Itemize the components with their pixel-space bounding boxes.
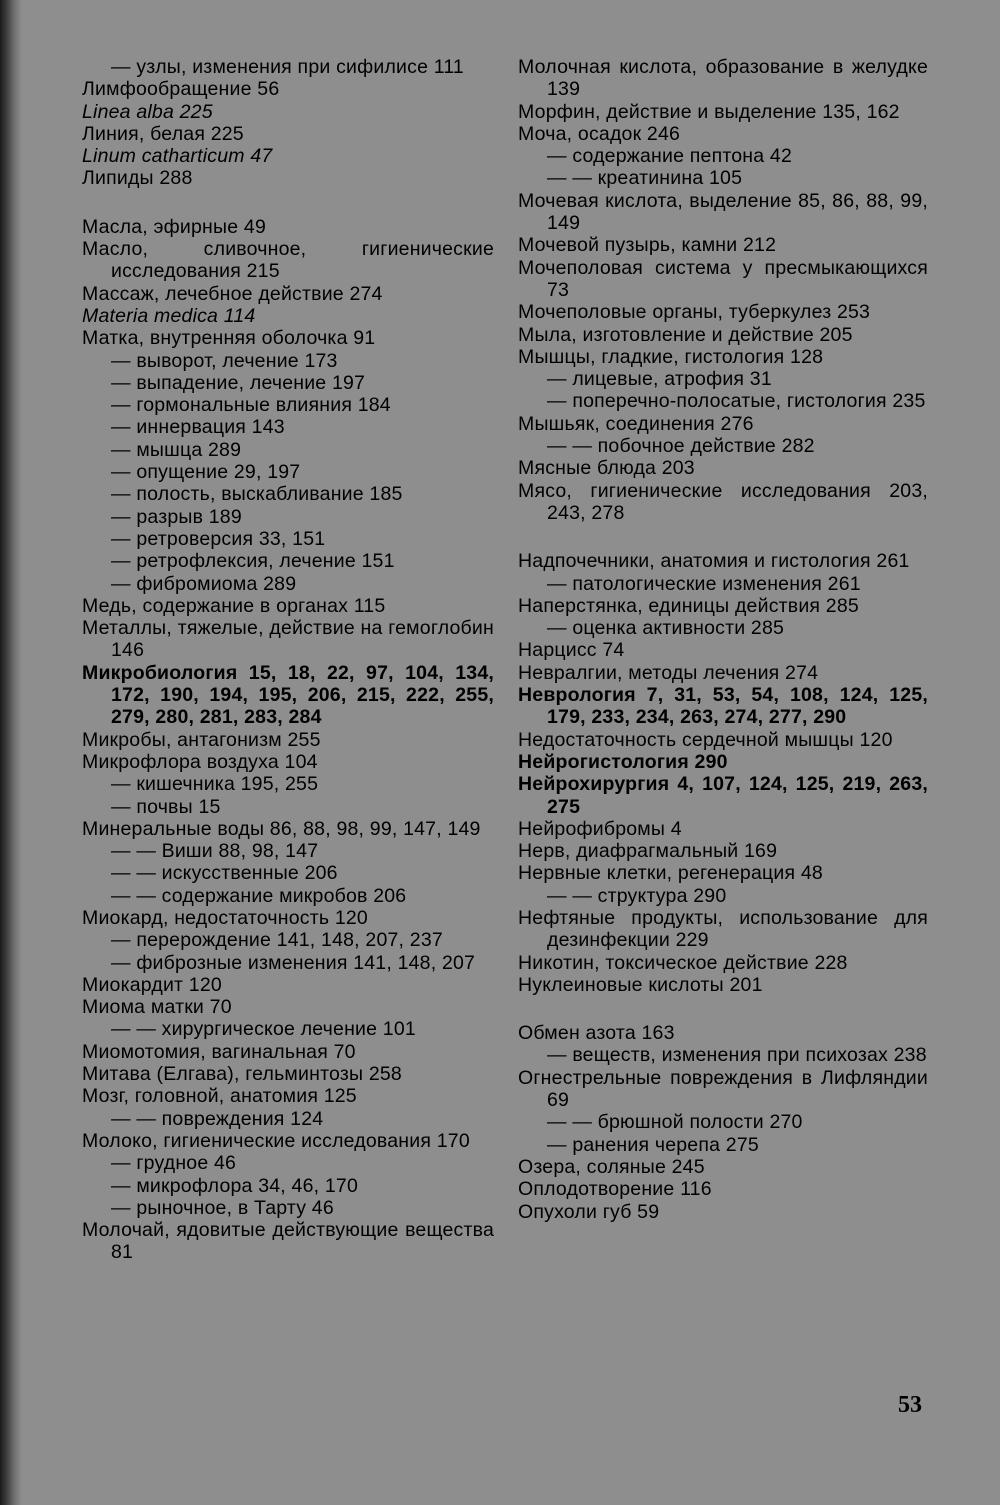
index-subentry: — гормональные влияния 184 [111, 394, 391, 417]
index-subentry: — содержание пептона 42 [547, 145, 793, 168]
index-subentry: — выворот, лечение 173 [111, 349, 338, 372]
index-subentry: — фиброзные изменения 141, 148, 207 [111, 951, 476, 974]
index-subentry: — — Виши 88, 98, 147 [111, 840, 319, 863]
index-subentry: — лицевые, атрофия 31 [547, 368, 772, 391]
index-entry: Materia medica 114 [82, 304, 256, 327]
index-column-right [518, 56, 928, 1223]
index-column-left [82, 56, 494, 1264]
index-entry: Неврология 7, 31, 53, 54, 108, 124, 125, 179, 233, 234, 263, 274, 277, 290 [518, 684, 928, 729]
index-subentry: — рыночное, в Тарту 46 [111, 1196, 334, 1219]
index-entry: Linea alba 225 [82, 100, 213, 123]
index-entry: Никотин, токсическое действие 228 [518, 951, 848, 974]
index-subentry: — патологические изменения 261 [547, 572, 861, 595]
index-entry: Митава (Елгава), гельминтозы 258 [82, 1063, 402, 1086]
index-subentry: — почвы 15 [111, 795, 221, 818]
index-subentry: — ранения черепа 275 [547, 1133, 759, 1156]
index-entry: Липиды 288 [82, 167, 193, 190]
index-entry: Микрофлора воздуха 104 [82, 750, 318, 773]
index-entry: Масло, сливочное, гигиенические исследования 215 [82, 238, 494, 283]
index-subentry: — — структура 290 [547, 884, 727, 907]
index-entry: Недостаточность сердечной мышцы 120 [518, 728, 893, 751]
index-subentry: — перерождение 141, 148, 207, 237 [111, 929, 443, 952]
index-entry: Массаж, лечебное действие 274 [82, 282, 383, 305]
index-entry: Нейрохирургия 4, 107, 124, 125, 219, 263, 275 [518, 773, 928, 818]
index-subentry: — — повреждения 124 [111, 1107, 324, 1130]
index-subentry: — — брюшной полости 270 [547, 1111, 803, 1134]
index-subentry: — грудное 46 [111, 1152, 237, 1175]
index-entry: Матка, внутренняя оболочка 91 [82, 327, 376, 350]
section-gap [82, 190, 494, 216]
index-entry: Мочевой пузырь, камни 212 [518, 234, 777, 257]
index-subentry: — мышца 289 [111, 438, 242, 461]
index-entry: Обмен азота 163 [518, 1022, 675, 1045]
index-entry: Нуклеиновые кислоты 201 [518, 973, 763, 996]
index-entry: Мозг, головной, анатомия 125 [82, 1085, 357, 1108]
index-subentry: — — побочное действие 282 [547, 435, 815, 458]
index-subentry: — — хирургическое лечение 101 [111, 1018, 416, 1041]
index-subentry: — фибромиома 289 [111, 572, 297, 595]
index-entry: Нервные клетки, регенерация 48 [518, 862, 823, 885]
index-entry: Мясо, гигиенические исследования 203, 243, 278 [518, 479, 928, 524]
page-number: 53 [898, 1392, 922, 1418]
index-entry: Металлы, тяжелые, действие на гемоглобин 146 [82, 617, 494, 662]
index-subentry: — — содержание микробов 206 [111, 884, 407, 907]
index-entry: Мышцы, гладкие, гистология 128 [518, 345, 824, 368]
index-entry: Миокард, недостаточность 120 [82, 906, 368, 929]
index-subentry: — разрыв 189 [111, 505, 242, 528]
index-entry: Моча, осадок 246 [518, 122, 681, 145]
index-entry: Мочеполовая система у пресмыкающихся 73 [518, 256, 928, 301]
index-entry: Медь, содержание в органах 115 [82, 594, 386, 617]
book-spine-shadow [0, 0, 22, 1505]
index-subentry: — оценка активности 285 [547, 617, 785, 640]
index-subentry: — поперечно-полосатые, гистология 235 [547, 390, 926, 413]
index-entry: Нефтяные продукты, использование для дезинфекции 229 [518, 906, 928, 952]
index-entry: Наперстянка, единицы действия 285 [518, 594, 859, 617]
index-entry: Опухоли губ 59 [518, 1200, 660, 1223]
index-entry: Мыла, изготовление и действие 205 [518, 323, 853, 346]
index-entry: Оплодотворение 116 [518, 1178, 712, 1201]
index-subentry: — иннервация 143 [111, 416, 285, 439]
index-entry: Мышьяк, соединения 276 [518, 412, 754, 435]
index-subentry: — полость, выскабливание 185 [111, 483, 403, 506]
index-entry: Нейрогистология 290 [518, 750, 728, 773]
index-subentry: — — креатинина 105 [547, 167, 743, 190]
index-subentry: — — искусственные 206 [111, 862, 338, 885]
index-entry: Нарцисс 74 [518, 639, 625, 662]
index-entry: Надпочечники, анатомия и гистология 261 [518, 550, 910, 573]
index-subentry: — выпадение, лечение 197 [111, 371, 366, 394]
index-entry: Молочная кислота, образование в желудке 139 [518, 56, 928, 101]
index-entry: Миомотомия, вагинальная 70 [82, 1040, 356, 1063]
section-gap [518, 996, 928, 1022]
index-entry: Миома матки 70 [82, 996, 232, 1019]
index-subentry: — ретроверсия 33, 151 [111, 527, 326, 550]
index-entry: Масла, эфирные 49 [82, 215, 266, 238]
index-subentry: — опущение 29, 197 [111, 461, 301, 484]
section-gap [518, 524, 928, 550]
index-entry: Нерв, диафрагмальный 169 [518, 840, 778, 863]
index-entry: Молочай, ядовитые действующие вещества 81 [82, 1219, 494, 1264]
index-subentry: — микрофлора 34, 46, 170 [111, 1174, 358, 1197]
index-entry: Молоко, гигиенические исследования 170 [82, 1129, 470, 1152]
index-entry: Нейрофибромы 4 [518, 817, 682, 840]
index-subentry: — кишечника 195, 255 [111, 773, 319, 796]
index-entry: Минеральные воды 86, 88, 98, 99, 147, 149 [82, 817, 481, 840]
index-subentry: — веществ, изменения при психозах 238 [547, 1044, 927, 1067]
index-entry: Мочеполовые органы, туберкулез 253 [518, 301, 871, 324]
index-entry: Лимфообращение 56 [82, 78, 280, 101]
index-entry: Микробы, антагонизм 255 [82, 728, 321, 751]
index-entry: Озера, соляные 245 [518, 1155, 705, 1178]
index-subentry: — ретрофлексия, лечение 151 [111, 550, 395, 573]
index-entry: Миокардит 120 [82, 973, 222, 996]
index-entry: Linum catharticum 47 [82, 145, 273, 168]
index-entry: Мочевая кислота, выделение 85, 86, 88, 99, 149 [518, 189, 928, 235]
index-entry: Мясные блюда 203 [518, 457, 695, 480]
index-entry: Морфин, действие и выделение 135, 162 [518, 100, 900, 123]
index-entry: Огнестрельные повреждения в Лифляндии 69 [518, 1066, 928, 1112]
index-subentry: — узлы, изменения при сифилисе 111 [111, 56, 464, 78]
index-entry: Микробиология 15, 18, 22, 97, 104, 134, 172, 190, 194, 195, 206, 215, 222, 255, 279, 280, 281, 283, 284 [82, 661, 494, 729]
index-entry: Линия, белая 225 [82, 122, 244, 145]
index-entry: Невралгии, методы лечения 274 [518, 661, 819, 684]
